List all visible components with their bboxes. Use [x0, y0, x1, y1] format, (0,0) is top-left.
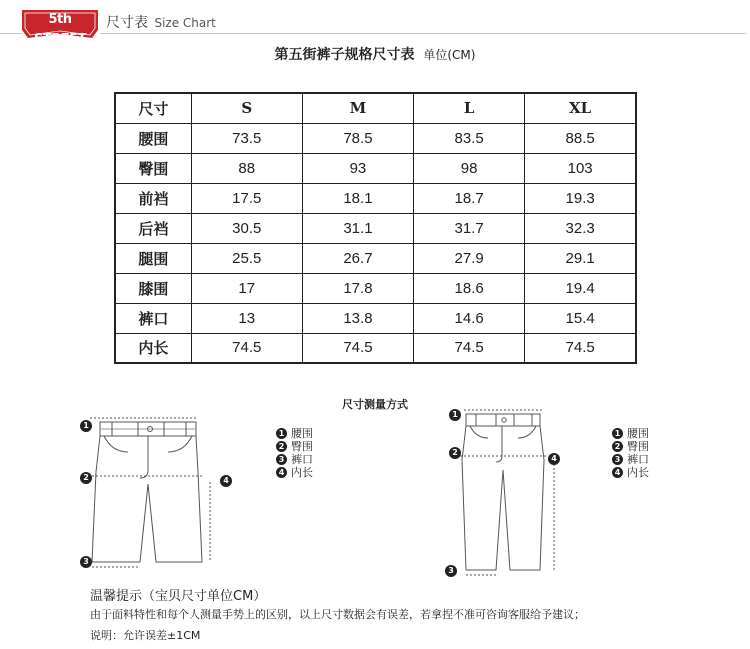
legend-num: 4	[612, 467, 623, 478]
table-header-row	[115, 93, 636, 123]
cell: 26.7	[302, 243, 413, 273]
cell: 83.5	[414, 123, 525, 153]
row-label: 臀围	[115, 153, 191, 183]
tip-title: 温馨提示（宝贝尺寸单位CM）	[90, 589, 267, 604]
row-label: 裤口	[115, 303, 191, 333]
legend-item	[276, 440, 313, 453]
legend-item	[276, 453, 313, 466]
legend-item	[612, 466, 649, 479]
size-header-xl: XL	[525, 93, 636, 123]
cell: 17.5	[191, 183, 302, 213]
brand-logo	[22, 10, 98, 47]
legend-item	[612, 453, 649, 466]
cell: 93	[302, 153, 413, 183]
cell: 29.1	[525, 243, 636, 273]
table-row	[115, 153, 636, 183]
cell: 74.5	[302, 333, 413, 363]
cell: 74.5	[191, 333, 302, 363]
marker-waist: 1	[449, 409, 461, 421]
page-header	[0, 0, 750, 47]
legend-label: 臀围	[627, 440, 649, 453]
cell: 17.8	[302, 273, 413, 303]
legend-num: 1	[612, 428, 623, 439]
cell: 74.5	[414, 333, 525, 363]
table-row	[115, 243, 636, 273]
cell: 18.7	[414, 183, 525, 213]
cell: 18.6	[414, 273, 525, 303]
legend-item	[276, 427, 313, 440]
table-row	[115, 183, 636, 213]
cell: 19.4	[525, 273, 636, 303]
size-table	[114, 92, 637, 364]
row-label: 内长	[115, 333, 191, 363]
cell: 13.8	[302, 303, 413, 333]
cell: 74.5	[525, 333, 636, 363]
table-unit: 单位(CM)	[423, 48, 476, 62]
legend-label: 腰围	[291, 427, 313, 440]
marker-inseam: 4	[220, 475, 232, 487]
table-row	[115, 123, 636, 153]
legend-num: 3	[276, 454, 287, 465]
table-row	[115, 273, 636, 303]
cell: 14.6	[414, 303, 525, 333]
marker-hip: 2	[449, 447, 461, 459]
legend-left	[276, 427, 313, 479]
legend-label: 腰围	[627, 427, 649, 440]
size-header-l: L	[414, 93, 525, 123]
marker-hem: 3	[445, 565, 457, 577]
legend-label: 裤口	[291, 453, 313, 466]
cell: 73.5	[191, 123, 302, 153]
row-label: 腿围	[115, 243, 191, 273]
cell: 17	[191, 273, 302, 303]
size-header-m: M	[302, 93, 413, 123]
tip-line-2: 说明：允许误差±1CM	[90, 629, 201, 642]
row-label: 前裆	[115, 183, 191, 213]
table-title	[0, 44, 750, 64]
cell: 18.1	[302, 183, 413, 213]
cell: 15.4	[525, 303, 636, 333]
cell: 32.3	[525, 213, 636, 243]
row-label: 后裆	[115, 213, 191, 243]
row-label: 腰围	[115, 123, 191, 153]
logo-text: 5th STREET	[34, 12, 86, 47]
size-header-s: S	[191, 93, 302, 123]
legend-item	[276, 466, 313, 479]
legend-num: 1	[276, 428, 287, 439]
table-row	[115, 213, 636, 243]
legend-num: 2	[612, 441, 623, 452]
header-title-cn: 尺寸表	[106, 15, 148, 31]
cell: 19.3	[525, 183, 636, 213]
row-label: 膝围	[115, 273, 191, 303]
tip-line-1: 由于面料特性和每个人测量手势上的区别，以上尺寸数据会有误差，若拿捏不准可咨询客服给予建议；	[90, 608, 585, 621]
table-row	[115, 333, 636, 363]
cell: 31.1	[302, 213, 413, 243]
legend-label: 裤口	[627, 453, 649, 466]
legend-right	[612, 427, 649, 479]
slim-pants-diagram-icon	[450, 404, 560, 582]
table-row	[115, 303, 636, 333]
legend-item	[612, 427, 649, 440]
header-title-en: Size Chart	[154, 16, 216, 30]
marker-waist: 1	[80, 420, 92, 432]
cell: 78.5	[302, 123, 413, 153]
cell: 27.9	[414, 243, 525, 273]
method-title: 尺寸测量方式	[342, 398, 408, 411]
cell: 13	[191, 303, 302, 333]
legend-num: 3	[612, 454, 623, 465]
marker-hip: 2	[80, 472, 92, 484]
cell: 31.7	[414, 213, 525, 243]
cell: 98	[414, 153, 525, 183]
legend-label: 内长	[291, 466, 313, 479]
cell: 103	[525, 153, 636, 183]
cell: 88.5	[525, 123, 636, 153]
wide-pants-diagram-icon	[78, 412, 228, 582]
table-corner: 尺寸	[115, 93, 191, 123]
legend-num: 2	[276, 441, 287, 452]
legend-num: 4	[276, 467, 287, 478]
table-title-text: 第五街裤子规格尺寸表	[274, 47, 415, 63]
legend-label: 臀围	[291, 440, 313, 453]
cell: 88	[191, 153, 302, 183]
header-divider-left	[0, 33, 22, 34]
cell: 30.5	[191, 213, 302, 243]
header-divider	[100, 33, 746, 34]
cell: 25.5	[191, 243, 302, 273]
marker-inseam: 4	[548, 453, 560, 465]
marker-hem: 3	[80, 556, 92, 568]
legend-label: 内长	[627, 466, 649, 479]
legend-item	[612, 440, 649, 453]
header-title	[106, 12, 216, 32]
